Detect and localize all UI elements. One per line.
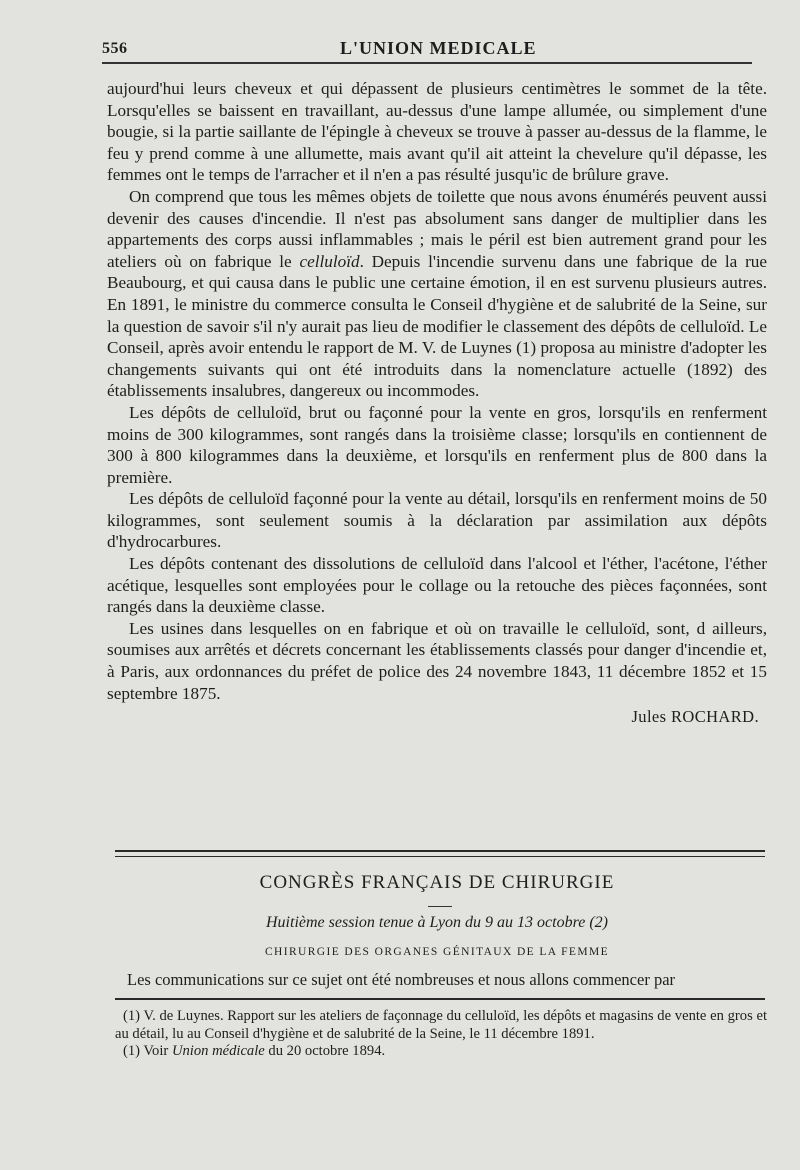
- paragraph-2-part-1: On comprend que tous les mêmes objets de toilette que nous avons énumérés peuvent aussi devenir des causes d'incendie. Il n'est pas absolument sans danger de multiplier dans les appartements des corps aussi inflammables ; mais le péril est bien autrement grand pour les ateliers où on fabrique le: [107, 186, 767, 271]
- footnote-2-suffix: du 20 octobre 1894.: [268, 1043, 386, 1059]
- author-signature: Jules ROCHARD.: [631, 707, 759, 727]
- paragraph-2: [107, 186, 767, 402]
- footnote-divider: [115, 998, 765, 1000]
- paragraph-4: Les dépôts de celluloïd façonné pour la vente au détail, lorsqu'ils en renferment moins de 50 kilogrammes, sont seulement soumis à la déclaration par assimilation aux dépôts d'hydrocarbures.: [107, 489, 767, 552]
- congress-title: CONGRÈS FRANÇAIS DE CHIRURGIE: [259, 872, 615, 893]
- paragraph-2-part-2: . Depuis l'incendie survenu dans une fabrique de la rue Beaubourg, et qui causa dans le public une certaine émotion, il en est survenu plusieurs autres. En 1891, le ministre du commerce consulta le Conseil d'hygiène et de salubrité de la Seine, sur la question de savoir s'il n'y aurait pas lieu de modifier le classement des dépôts de celluloïd. Le Conseil, après avoir entendu le rapport de M. V. de Luynes (1) proposa au ministre d'adopter les changements suivants qui ont été introduits dans la nomenclature actuelle (1892) des établissements insalubres, dangereux ou incommodes.: [107, 251, 768, 401]
- title-underline: [428, 906, 452, 907]
- paragraph-3: Les dépôts de celluloïd, brut ou façonné pour la vente en gros, lorsqu'ils en renferment moins de 300 kilogrammes, sont rangés dans la troisième classe; lorsqu'ils en contiennent de 300 à 800 kilogrammes dans la deuxième, et lorsqu'ils en renferment plus de 800 dans la première.: [107, 402, 767, 487]
- footnote-2-prefix: (1) Voir: [123, 1043, 169, 1059]
- section-divider-thick: [115, 850, 765, 852]
- journal-title: L'UNION MEDICALE: [340, 38, 537, 58]
- footnotes: [115, 1008, 767, 1061]
- section-divider-thin: [115, 856, 765, 857]
- footnote-2-journal: Union médicale: [171, 1043, 265, 1059]
- paragraph-6: Les usines dans lesquelles on en fabrique et où on travaille le celluloïd, sont, d ailleurs, soumises aux arrêtés et décrets concernant les établissements classés pour danger d'incendie et, à Paris, aux ordonnances du préfet de police des 24 novembre 1843, 11 décembre 1852 et 15 septembre 1875.: [107, 618, 767, 703]
- footnote-1: (1) V. de Luynes. Rapport sur les ateliers de façonnage du celluloïd, les dépôts et magasins de vente en gros et au détail, lu au Conseil d'hygiène et de salubrité de la Seine, le 11 décembre 1891.: [115, 1008, 767, 1042]
- section-label: CHIRURGIE DES ORGANES GÉNITAUX DE LA FEMME: [264, 946, 610, 958]
- footnote-2: [115, 1043, 767, 1061]
- section-intro: Les communications sur ce sujet ont été nombreuses et nous allons commencer par: [127, 970, 676, 989]
- paragraph-1: aujourd'hui leurs cheveux et qui dépassent de plusieurs centimètres le sommet de la tête. Lorsqu'elles se baissent en travaillant, au-dessus d'une lampe allumée, ou simplement d'une bougie, si la partie saillante de l'épingle à cheveux se trouve à passer au-dessus de la flamme, le feu y prend comme à une allumette, mais avant qu'il ait atteint la chevelure qu'il dépasse, les femmes ont le temps de l'arracher et il n'en a pas résulté jusqu'ic de brûlure grave.: [107, 79, 767, 185]
- session-subtitle: Huitième session tenue à Lyon du 9 au 13 octobre (2): [266, 914, 608, 931]
- paragraph-5: Les dépôts contenant des dissolutions de celluloïd dans l'alcool et l'éther, l'acétone, l'éther acétique, lesquelles sont employées pour le collage ou la retouche des pièces façonnées, sont rangés dans la deuxième classe.: [107, 554, 767, 617]
- celluloid-term: celluloïd: [299, 251, 360, 271]
- article-body: [107, 78, 767, 728]
- page-number: 556: [102, 40, 128, 57]
- page-header: [102, 30, 752, 64]
